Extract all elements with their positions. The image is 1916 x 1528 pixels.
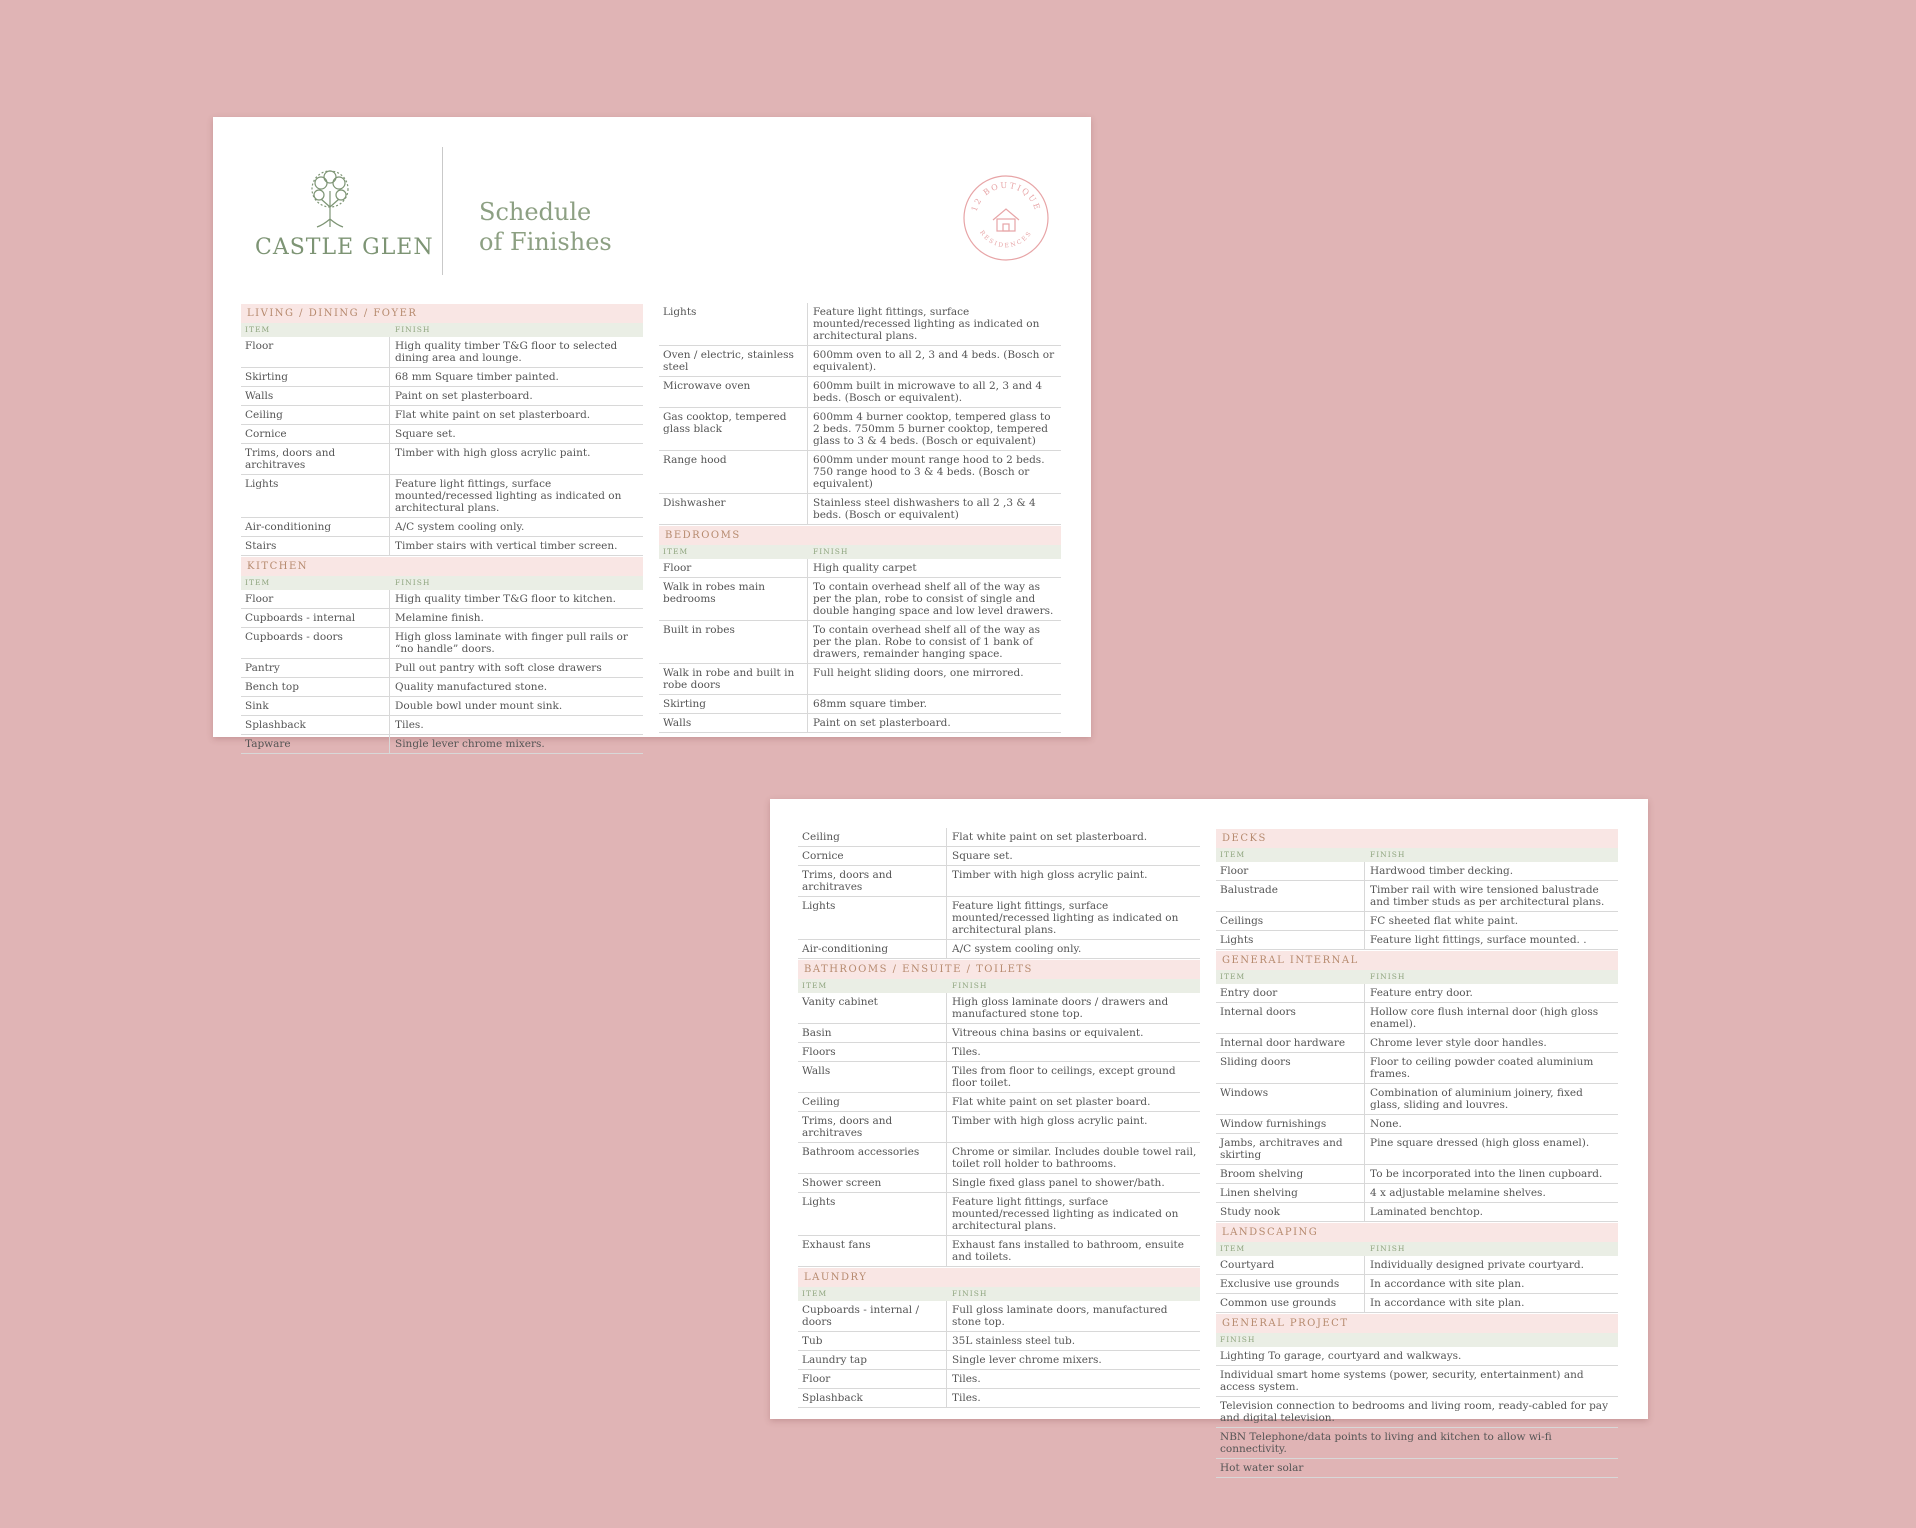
table-row	[798, 940, 1200, 959]
column-headers	[1216, 1242, 1618, 1256]
table-row	[1216, 1084, 1618, 1115]
row-item: Floor	[241, 590, 390, 608]
row-item: Floor	[241, 337, 390, 367]
row-item: Vanity cabinet	[798, 993, 947, 1023]
table-row	[241, 425, 643, 444]
row-finish: A/C system cooling only.	[395, 521, 525, 533]
row-finish: Quality manufactured stone.	[395, 681, 548, 693]
row-item: Tapware	[241, 735, 390, 753]
row-item: Windows	[1216, 1084, 1365, 1114]
row-finish: To be incorporated into the linen cupboard.	[1370, 1168, 1603, 1180]
row-item: Jambs, architraves and skirting	[1216, 1134, 1365, 1164]
row-finish: 600mm under mount range hood to 2 beds. 750 range hood to 3 & 4 beds. (Bosch or equivalent)	[813, 454, 1045, 490]
table-row	[798, 1351, 1200, 1370]
row-finish: Full gloss laminate doors, manufactured stone top.	[952, 1304, 1168, 1328]
brand-name: CASTLE GLEN	[255, 235, 434, 260]
item-header: ITEM	[245, 325, 271, 334]
row-finish: To contain overhead shelf all of the way as per the plan, robe to consist of single and double hanging space and low level drawers.	[813, 581, 1054, 617]
column-headers	[798, 1287, 1200, 1301]
table-row	[241, 337, 643, 368]
row-item: Sink	[241, 697, 390, 715]
schedule-page-1	[213, 117, 1091, 750]
table-row	[1216, 1366, 1618, 1397]
item-header: ITEM	[663, 547, 689, 556]
table-row	[659, 578, 1061, 621]
row-item: Splashback	[798, 1389, 947, 1407]
row-finish: Timber with high gloss acrylic paint.	[395, 447, 591, 459]
table-row	[659, 714, 1061, 733]
column-headers	[798, 979, 1200, 993]
row-finish: Melamine finish.	[395, 612, 484, 624]
row-finish: Double bowl under mount sink.	[395, 700, 563, 712]
row-finish: Paint on set plasterboard.	[395, 390, 533, 402]
row-item: Air-conditioning	[798, 940, 947, 958]
table-row	[1216, 1256, 1618, 1275]
page1-left-column	[241, 303, 643, 754]
column-headers	[659, 545, 1061, 559]
row-finish: 35L stainless steel tub.	[952, 1335, 1076, 1347]
row-item: Lights	[798, 1193, 947, 1235]
row-finish: Pull out pantry with soft close drawers	[395, 662, 602, 674]
row-item: Linen shelving	[1216, 1184, 1365, 1202]
row-item: Floor	[798, 1370, 947, 1388]
table-row	[798, 1043, 1200, 1062]
row-item: Window furnishings	[1216, 1115, 1365, 1133]
row-finish: High quality carpet	[813, 562, 917, 574]
table-row	[1216, 1165, 1618, 1184]
table-row	[241, 406, 643, 425]
boutique-residences-seal	[960, 172, 1052, 264]
row-item: Exclusive use grounds	[1216, 1275, 1365, 1293]
row-finish: NBN Telephone/data points to living and kitchen to allow wi-fi connectivity.	[1220, 1431, 1552, 1455]
section-heading: BEDROOMS	[659, 526, 1061, 545]
row-item: Ceiling	[798, 1093, 947, 1111]
table-row	[798, 1174, 1200, 1193]
table-row	[1216, 984, 1618, 1003]
house-icon	[993, 209, 1019, 231]
row-item: Ceilings	[1216, 912, 1365, 930]
table-row	[798, 1093, 1200, 1112]
table-row	[1216, 881, 1618, 912]
row-finish: Television connection to bedrooms and living room, ready-cabled for pay and digital television.	[1220, 1400, 1609, 1424]
table-row	[241, 659, 643, 678]
table-row	[798, 1389, 1200, 1408]
row-finish: Paint on set plasterboard.	[813, 717, 951, 729]
row-finish: Floor to ceiling powder coated aluminium frames.	[1370, 1056, 1594, 1080]
row-item: Lights	[659, 303, 808, 345]
row-item: Cupboards - internal	[241, 609, 390, 627]
table-row	[1216, 1397, 1618, 1428]
row-item: Broom shelving	[1216, 1165, 1365, 1183]
row-item: Exhaust fans	[798, 1236, 947, 1266]
row-finish: High gloss laminate doors / drawers and manufactured stone top.	[952, 996, 1169, 1020]
table-row	[241, 368, 643, 387]
row-finish: Tiles from floor to ceilings, except ground floor toilet.	[952, 1065, 1176, 1089]
table-row	[659, 664, 1061, 695]
row-item: Trims, doors and architraves	[798, 866, 947, 896]
column-headers	[241, 576, 643, 590]
row-finish: Tiles.	[952, 1046, 981, 1058]
table-row	[241, 387, 643, 406]
table-row	[241, 628, 643, 659]
row-item: Ceiling	[798, 828, 947, 846]
row-item: Lights	[798, 897, 947, 939]
finish-header: FINISH	[952, 981, 988, 990]
row-finish: Feature light fittings, surface mounted. .	[1370, 934, 1587, 946]
row-finish: Timber with high gloss acrylic paint.	[952, 869, 1148, 881]
finish-header: FINISH	[1370, 972, 1406, 981]
finish-header: FINISH	[952, 1289, 988, 1298]
row-finish: Tiles.	[952, 1392, 981, 1404]
row-finish: Timber stairs with vertical timber screen.	[395, 540, 618, 552]
row-item: Tub	[798, 1332, 947, 1350]
table-row	[798, 847, 1200, 866]
row-item: Sliding doors	[1216, 1053, 1365, 1083]
row-finish: Hot water solar	[1220, 1462, 1304, 1474]
row-finish: Feature light fittings, surface mounted/recessed lighting as indicated on architectural plans.	[952, 1196, 1179, 1232]
row-item: Entry door	[1216, 984, 1365, 1002]
row-finish: None.	[1370, 1118, 1402, 1130]
table-row	[1216, 1428, 1618, 1459]
column-headers	[1216, 970, 1618, 984]
table-row	[1216, 1294, 1618, 1313]
row-item: Lights	[241, 475, 390, 517]
item-header: ITEM	[802, 1289, 828, 1298]
row-item: Floors	[798, 1043, 947, 1061]
table-row	[798, 1112, 1200, 1143]
row-finish: Single lever chrome mixers.	[395, 738, 545, 750]
row-item: Walls	[659, 714, 808, 732]
row-item: Internal door hardware	[1216, 1034, 1365, 1052]
schedule-page-2	[770, 799, 1648, 1474]
row-finish: To contain overhead shelf all of the way as per the plan. Robe to consist of 1 bank of drawers, remainder hanging space.	[813, 624, 1041, 660]
row-finish: Exhaust fans installed to bathroom, ensuite and toilets.	[952, 1239, 1184, 1263]
row-finish: High quality timber T&G floor to kitchen.	[395, 593, 616, 605]
table-row	[1216, 1275, 1618, 1294]
table-row	[798, 897, 1200, 940]
row-finish: Laminated benchtop.	[1370, 1206, 1484, 1218]
row-finish: Pine square dressed (high gloss enamel).	[1370, 1137, 1590, 1149]
row-finish: Hollow core flush internal door (high gloss enamel).	[1370, 1006, 1599, 1030]
item-header: ITEM	[1220, 972, 1246, 981]
seal-text	[560, 172, 561, 173]
header-divider	[442, 147, 443, 275]
row-item: Basin	[798, 1024, 947, 1042]
row-finish: Chrome or similar. Includes double towel rail, toilet roll holder to bathrooms.	[952, 1146, 1197, 1170]
table-row	[798, 1024, 1200, 1043]
row-item: Floor	[1216, 862, 1365, 880]
row-item: Walls	[798, 1062, 947, 1092]
row-item: Bathroom accessories	[798, 1143, 947, 1173]
table-row	[1216, 1115, 1618, 1134]
row-item: Internal doors	[1216, 1003, 1365, 1033]
row-item: Oven / electric, stainless steel	[659, 346, 808, 376]
row-item: Trims, doors and architraves	[241, 444, 390, 474]
row-item: Built in robes	[659, 621, 808, 663]
row-item: Walk in robe and built in robe doors	[659, 664, 808, 694]
row-finish: Hardwood timber decking.	[1370, 865, 1514, 877]
row-finish: Feature entry door.	[1370, 987, 1473, 999]
row-finish: Individual smart home systems (power, security, entertainment) and access system.	[1220, 1369, 1584, 1393]
row-item: Cornice	[241, 425, 390, 443]
finish-header: FINISH	[1370, 850, 1406, 859]
table-row	[798, 1143, 1200, 1174]
page2-right-column	[1216, 828, 1618, 1478]
row-item: Air-conditioning	[241, 518, 390, 536]
row-item: Common use grounds	[1216, 1294, 1365, 1312]
row-finish: Timber with high gloss acrylic paint.	[952, 1115, 1148, 1127]
page2-left-column	[798, 828, 1200, 1408]
row-finish: Feature light fittings, surface mounted/recessed lighting as indicated on architectural plans.	[395, 478, 622, 514]
row-item: Cupboards - internal / doors	[798, 1301, 947, 1331]
row-item: Gas cooktop, tempered glass black	[659, 408, 808, 450]
table-row	[241, 444, 643, 475]
title-line-2: of Finishes	[479, 228, 612, 256]
svg-text:12 BOUTIQUE: 12 BOUTIQUE	[969, 180, 1043, 213]
table-row	[241, 716, 643, 735]
row-finish: Vitreous china basins or equivalent.	[952, 1027, 1144, 1039]
table-row	[1216, 1034, 1618, 1053]
row-item: Walls	[241, 387, 390, 405]
row-finish: 4 x adjustable melamine shelves.	[1370, 1187, 1546, 1199]
item-header: ITEM	[245, 578, 271, 587]
row-finish: 68 mm Square timber painted.	[395, 371, 559, 383]
table-row	[1216, 1003, 1618, 1034]
row-finish: Feature light fittings, surface mounted/recessed lighting as indicated on architectural plans.	[813, 306, 1040, 342]
castle-glen-logo	[255, 167, 434, 277]
row-finish: 600mm 4 burner cooktop, tempered glass to 2 beds. 750mm 5 burner cooktop, tempered glass to 3 & 4 beds. (Bosch or equivalent)	[813, 411, 1051, 447]
section-heading: LANDSCAPING	[1216, 1223, 1618, 1242]
section-heading: LAUNDRY	[798, 1268, 1200, 1287]
row-item: Laundry tap	[798, 1351, 947, 1369]
row-item: Skirting	[659, 695, 808, 713]
row-finish: High quality timber T&G floor to selected dining area and lounge.	[395, 340, 618, 364]
table-row	[659, 377, 1061, 408]
table-row	[1216, 912, 1618, 931]
row-finish: 600mm built in microwave to all 2, 3 and 4 beds. (Bosch or equivalent).	[813, 380, 1043, 404]
table-row	[798, 1236, 1200, 1267]
finish-header: FINISH	[395, 578, 431, 587]
table-row	[659, 695, 1061, 714]
table-row	[659, 559, 1061, 578]
svg-text:RESIDENCES: RESIDENCES	[978, 229, 1034, 250]
row-finish: Feature light fittings, surface mounted/recessed lighting as indicated on architectural plans.	[952, 900, 1179, 936]
row-finish: Full height sliding doors, one mirrored.	[813, 667, 1024, 679]
row-finish: 600mm oven to all 2, 3 and 4 beds. (Bosch or equivalent).	[813, 349, 1055, 373]
row-item: Bench top	[241, 678, 390, 696]
table-row	[1216, 1459, 1618, 1478]
table-row	[798, 1193, 1200, 1236]
row-item: Courtyard	[1216, 1256, 1365, 1274]
table-row	[1216, 1134, 1618, 1165]
tree-icon	[299, 167, 361, 233]
table-row	[241, 518, 643, 537]
table-row	[1216, 1347, 1618, 1366]
row-item: Splashback	[241, 716, 390, 734]
table-row	[798, 1370, 1200, 1389]
table-row	[798, 828, 1200, 847]
section-heading: KITCHEN	[241, 557, 643, 576]
table-row	[241, 609, 643, 628]
table-row	[1216, 1203, 1618, 1222]
section-heading: BATHROOMS / ENSUITE / TOILETS	[798, 960, 1200, 979]
column-headers	[1216, 848, 1618, 862]
row-finish: Timber rail with wire tensioned balustrade and timber studs as per architectural plans.	[1370, 884, 1605, 908]
table-row	[798, 866, 1200, 897]
item-header: ITEM	[1220, 850, 1246, 859]
section-heading: LIVING / DINING / FOYER	[241, 304, 643, 323]
page1-right-column	[659, 303, 1061, 733]
column-headers	[241, 323, 643, 337]
section-heading: GENERAL PROJECT	[1216, 1314, 1618, 1333]
document-title	[479, 197, 612, 257]
row-finish: Single lever chrome mixers.	[952, 1354, 1102, 1366]
row-item: Range hood	[659, 451, 808, 493]
table-row	[1216, 931, 1618, 950]
row-item: Balustrade	[1216, 881, 1365, 911]
row-item: Dishwasher	[659, 494, 808, 524]
finish-header: FINISH	[395, 325, 431, 334]
row-finish: Flat white paint on set plasterboard.	[395, 409, 591, 421]
row-finish: Square set.	[395, 428, 456, 440]
row-finish: Individually designed private courtyard.	[1370, 1259, 1584, 1271]
table-row	[1216, 862, 1618, 881]
row-finish: In accordance with site plan.	[1370, 1278, 1525, 1290]
row-item: Stairs	[241, 537, 390, 555]
row-finish: In accordance with site plan.	[1370, 1297, 1525, 1309]
row-item: Microwave oven	[659, 377, 808, 407]
table-row	[659, 494, 1061, 525]
finish-header: FINISH	[813, 547, 849, 556]
table-row	[798, 1301, 1200, 1332]
row-item: Study nook	[1216, 1203, 1365, 1221]
row-item: Cornice	[798, 847, 947, 865]
table-row	[241, 697, 643, 716]
table-row	[659, 346, 1061, 377]
row-item: Floor	[659, 559, 808, 577]
table-row	[241, 735, 643, 754]
table-row	[659, 303, 1061, 346]
row-item: Trims, doors and architraves	[798, 1112, 947, 1142]
row-finish: Combination of aluminium joinery, fixed glass, sliding and louvres.	[1370, 1087, 1583, 1111]
column-headers	[1216, 1333, 1618, 1347]
table-row	[659, 451, 1061, 494]
table-row	[798, 993, 1200, 1024]
row-item: Ceiling	[241, 406, 390, 424]
table-row	[241, 537, 643, 556]
table-row	[659, 621, 1061, 664]
row-finish: High gloss laminate with finger pull rails or “no handle” doors.	[395, 631, 628, 655]
table-row	[798, 1062, 1200, 1093]
finish-header: FINISH	[1370, 1244, 1406, 1253]
finish-header: FINISH	[1220, 1335, 1256, 1344]
section-heading: GENERAL INTERNAL	[1216, 951, 1618, 970]
row-finish: Lighting To garage, courtyard and walkways.	[1220, 1350, 1462, 1362]
row-finish: Square set.	[952, 850, 1013, 862]
row-item: Cupboards - doors	[241, 628, 390, 658]
row-item: Skirting	[241, 368, 390, 386]
row-finish: A/C system cooling only.	[952, 943, 1082, 955]
item-header: ITEM	[1220, 1244, 1246, 1253]
table-row	[659, 408, 1061, 451]
row-finish: Flat white paint on set plaster board.	[952, 1096, 1151, 1108]
row-finish: Tiles.	[395, 719, 424, 731]
item-header: ITEM	[802, 981, 828, 990]
row-finish: 68mm square timber.	[813, 698, 927, 710]
row-finish: FC sheeted flat white paint.	[1370, 915, 1519, 927]
row-finish: Flat white paint on set plasterboard.	[952, 831, 1148, 843]
row-item: Shower screen	[798, 1174, 947, 1192]
table-row	[1216, 1184, 1618, 1203]
row-finish: Chrome lever style door handles.	[1370, 1037, 1547, 1049]
row-item: Lights	[1216, 931, 1365, 949]
row-item: Walk in robes main bedrooms	[659, 578, 808, 620]
section-heading: DECKS	[1216, 829, 1618, 848]
table-row	[241, 475, 643, 518]
title-line-1: Schedule	[479, 198, 592, 226]
row-finish: Single fixed glass panel to shower/bath.	[952, 1177, 1165, 1189]
row-item: Pantry	[241, 659, 390, 677]
table-row	[241, 678, 643, 697]
table-row	[798, 1332, 1200, 1351]
row-finish: Stainless steel dishwashers to all 2 ,3 & 4 beds. (Bosch or equivalent)	[813, 497, 1036, 521]
table-row	[1216, 1053, 1618, 1084]
table-row	[241, 590, 643, 609]
row-finish: Tiles.	[952, 1373, 981, 1385]
